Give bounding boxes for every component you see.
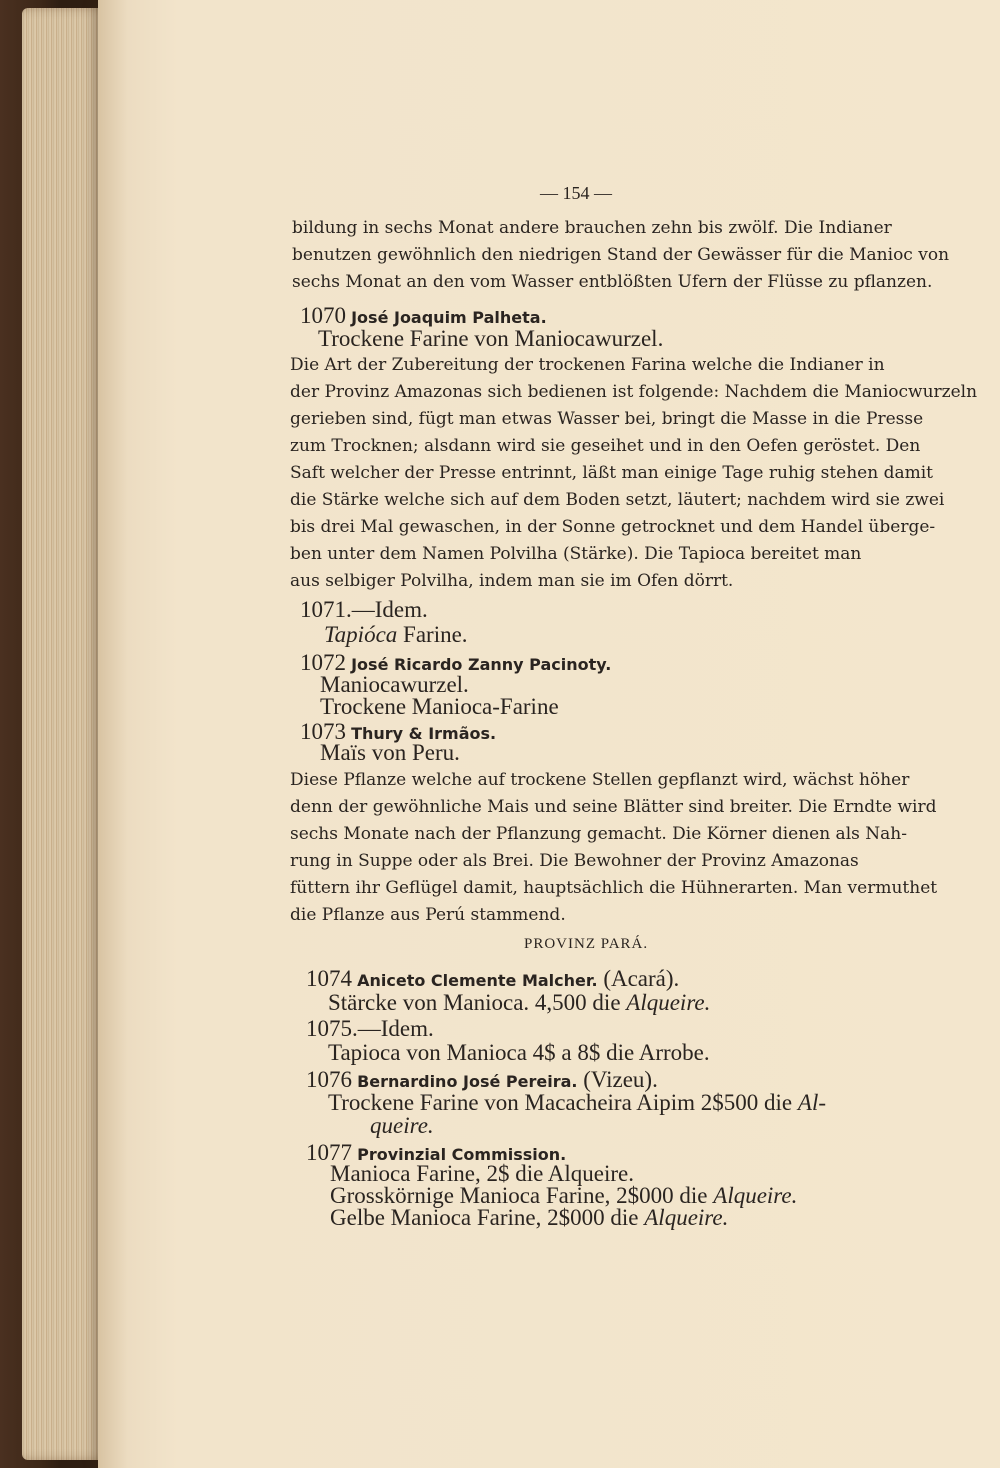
body-line: sechs Monate nach der Pflanzung gemacht. Die Körner dienen als Nah- — [290, 824, 907, 844]
body-line: denn der gewöhnliche Mais und seine Blätter sind breiter. Die Erndte wird — [290, 797, 937, 817]
entry-1072-line-2: Trockene Manioca-Farine — [320, 694, 559, 719]
line-text: Trockene Farine von Macacheira Aipim 2$500 die — [328, 1090, 798, 1115]
place: (Acará). — [597, 966, 680, 991]
intro-line-3: sechs Monat an den vom Wasser entblößten Ufern der Flüsse zu pflanzen. — [292, 272, 933, 292]
intro-line-1: bildung in sechs Monat andere brauchen zehn bis zwölf. Die Indianer — [292, 218, 892, 238]
section-heading: PROVINZ PARÁ. — [524, 936, 649, 952]
italic-term: Alqueire. — [713, 1183, 798, 1208]
italic-term: Alqueire. — [626, 990, 711, 1015]
body-line: Saft welcher der Presse entrinnt, läßt man einige Tage ruhig stehen damit — [290, 463, 934, 483]
page-number: — 154 — — [540, 183, 612, 203]
entry-1075-header: 1075.—Idem. — [306, 1016, 434, 1041]
body-line: füttern ihr Geflügel damit, hauptsächlich die Hühnerarten. Man vermuthet — [290, 878, 938, 898]
place: (Vizeu). — [577, 1067, 658, 1092]
entry-number: 1077 — [306, 1140, 352, 1165]
entry-1070-title: Trockene Farine von Maniocawurzel. — [318, 326, 664, 351]
entry-number: 1076 — [306, 1067, 352, 1092]
body-line: Diese Pflanze welche auf trockene Stellen gepflanzt wird, wächst höher — [290, 770, 910, 790]
entry-1071-line — [324, 622, 468, 648]
body-line: zum Trocknen; alsdann wird sie geseihet und in den Oefen geröstet. Den — [290, 436, 921, 456]
entry-1071-header: 1071.—Idem. — [300, 597, 428, 622]
exhibitor-name: José Ricardo Zanny Pacinoty. — [351, 655, 612, 674]
exhibitor-name: Thury & Irmãos. — [351, 724, 497, 743]
line-text: Grosskörnige Manioca Farine, 2$000 die — [330, 1183, 714, 1208]
exhibitor-name: José Joaquim Palheta. — [351, 308, 547, 327]
entry-number: 1073 — [300, 719, 346, 744]
entry-1074-line — [328, 990, 710, 1016]
entry-1077-line-3 — [330, 1205, 728, 1231]
body-line: gerieben sind, fügt man etwas Wasser bei, bringt die Masse in die Presse — [290, 409, 924, 429]
entry-number: 1074 — [306, 966, 352, 991]
body-line: ben unter dem Namen Polvilha (Stärke). Die Tapioca bereitet man — [290, 544, 862, 564]
entry-1076-line-2: queire. — [370, 1113, 434, 1138]
exhibitor-name: Aniceto Clemente Malcher. — [357, 971, 598, 990]
entry-1072-line-1: Maniocawurzel. — [320, 672, 469, 697]
exhibitor-name: Provinzial Commission. — [357, 1145, 567, 1164]
entry-1077-line-1: Manioca Farine, 2$ die Alqueire. — [330, 1161, 635, 1186]
body-line: bis drei Mal gewaschen, in der Sonne getrocknet und dem Handel überge- — [290, 517, 936, 537]
italic-term: Al- — [797, 1090, 827, 1115]
entry-1075-line: Tapioca von Manioca 4$ a 8$ die Arrobe. — [328, 1040, 710, 1065]
body-line: die Stärke welche sich auf dem Boden setzt, läutert; nachdem wird sie zwei — [290, 490, 945, 510]
body-line: die Pflanze aus Perú stammend. — [290, 905, 566, 925]
entry-number: 1070 — [300, 303, 346, 328]
intro-line-2: benutzen gewöhnlich den niedrigen Stand der Gewässer für die Manioc von — [292, 245, 950, 265]
body-line: aus selbiger Polvilha, indem man sie im Ofen dörrt. — [290, 571, 734, 591]
italic-term: Tapióca — [324, 622, 398, 647]
entry-1073-title: Maïs von Peru. — [320, 740, 460, 765]
entry-number: 1072 — [300, 650, 346, 675]
line-rest: Farine. — [397, 622, 468, 647]
italic-term: Alqueire. — [644, 1205, 729, 1230]
body-line: rung in Suppe oder als Brei. Die Bewohner der Provinz Amazonas — [290, 851, 859, 871]
entry-1074-header — [306, 966, 679, 992]
body-line: der Provinz Amazonas sich bedienen ist folgende: Nachdem die Maniocwurzeln — [290, 382, 978, 402]
body-line: Die Art der Zubereitung der trockenen Farina welche die Indianer in — [290, 355, 885, 375]
line-text: Gelbe Manioca Farine, 2$000 die — [330, 1205, 645, 1230]
line-text: Stärcke von Manioca. 4,500 die — [328, 990, 627, 1015]
exhibitor-name: Bernardino José Pereira. — [357, 1072, 578, 1091]
